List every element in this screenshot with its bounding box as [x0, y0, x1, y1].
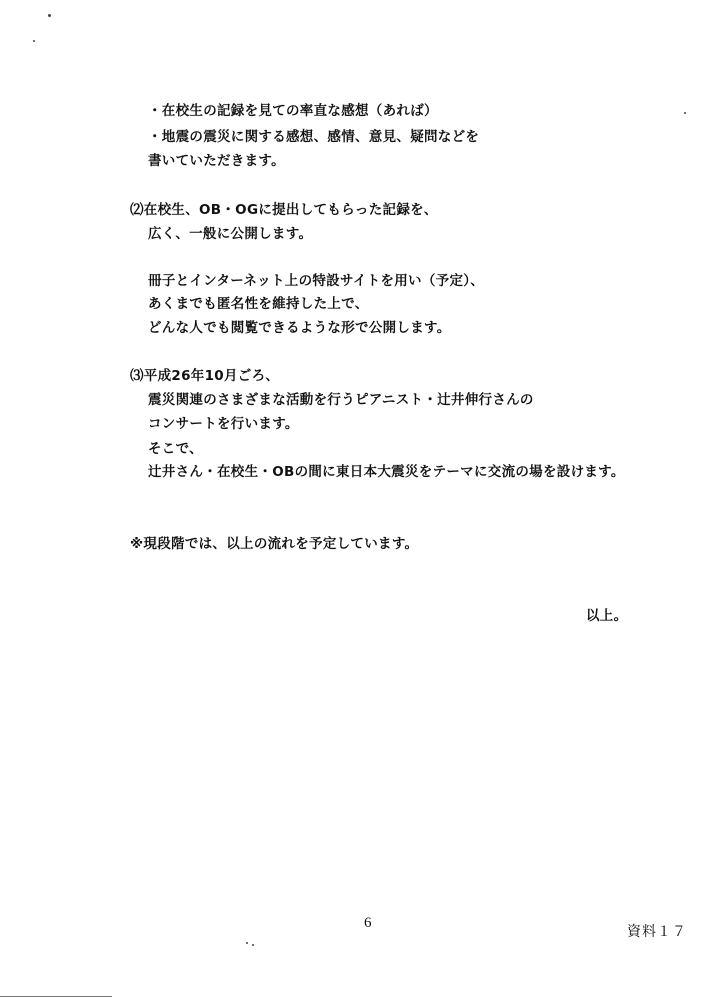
s2-line4: どんな人でも閲覧できるような形で公開します。 [148, 320, 451, 336]
s2-line3: あくまでも匿名性を維持した上で、 [148, 296, 369, 312]
scan-speck [33, 40, 35, 42]
s1-line2: ・地震の震災に関する感想、感情、意見、疑問などを [148, 129, 480, 145]
bottom-rule [0, 996, 112, 997]
s2-heading: ⑵在校生、OB・OGに提出してもらった記録を、 [130, 202, 438, 218]
s1-line1: ・在校生の記録を見ての率直な感想（あれば） [148, 103, 438, 119]
scan-speck [684, 112, 686, 114]
s3-line3: そこで、 [148, 441, 203, 457]
s1-line3: 書いていただきます。 [148, 153, 285, 169]
scan-speck [252, 944, 254, 946]
s3-line1: 震災関連のさまざまな活動を行うピアニスト・辻井伸行さんの [148, 392, 534, 408]
s3-line4: 辻井さん・在校生・OBの間に東日本大震災をテーマに交流の場を設けます。 [148, 464, 625, 480]
closing-text: 以上。 [586, 608, 628, 624]
s3-line2: コンサートを行います。 [148, 416, 299, 432]
s2-line2: 冊子とインターネット上の特設サイトを用い（予定）、 [148, 273, 485, 289]
page-number: 6 [364, 915, 372, 931]
scan-speck [246, 942, 248, 944]
document-label: 資料１７ [627, 924, 687, 940]
schedule-note: ※現段階では、以上の流れを予定しています。 [130, 536, 419, 552]
s3-heading: ⑶平成26年10月ごろ、 [130, 368, 280, 384]
scan-speck [48, 14, 51, 17]
s2-line1: 広く、一般に公開します。 [148, 226, 313, 242]
